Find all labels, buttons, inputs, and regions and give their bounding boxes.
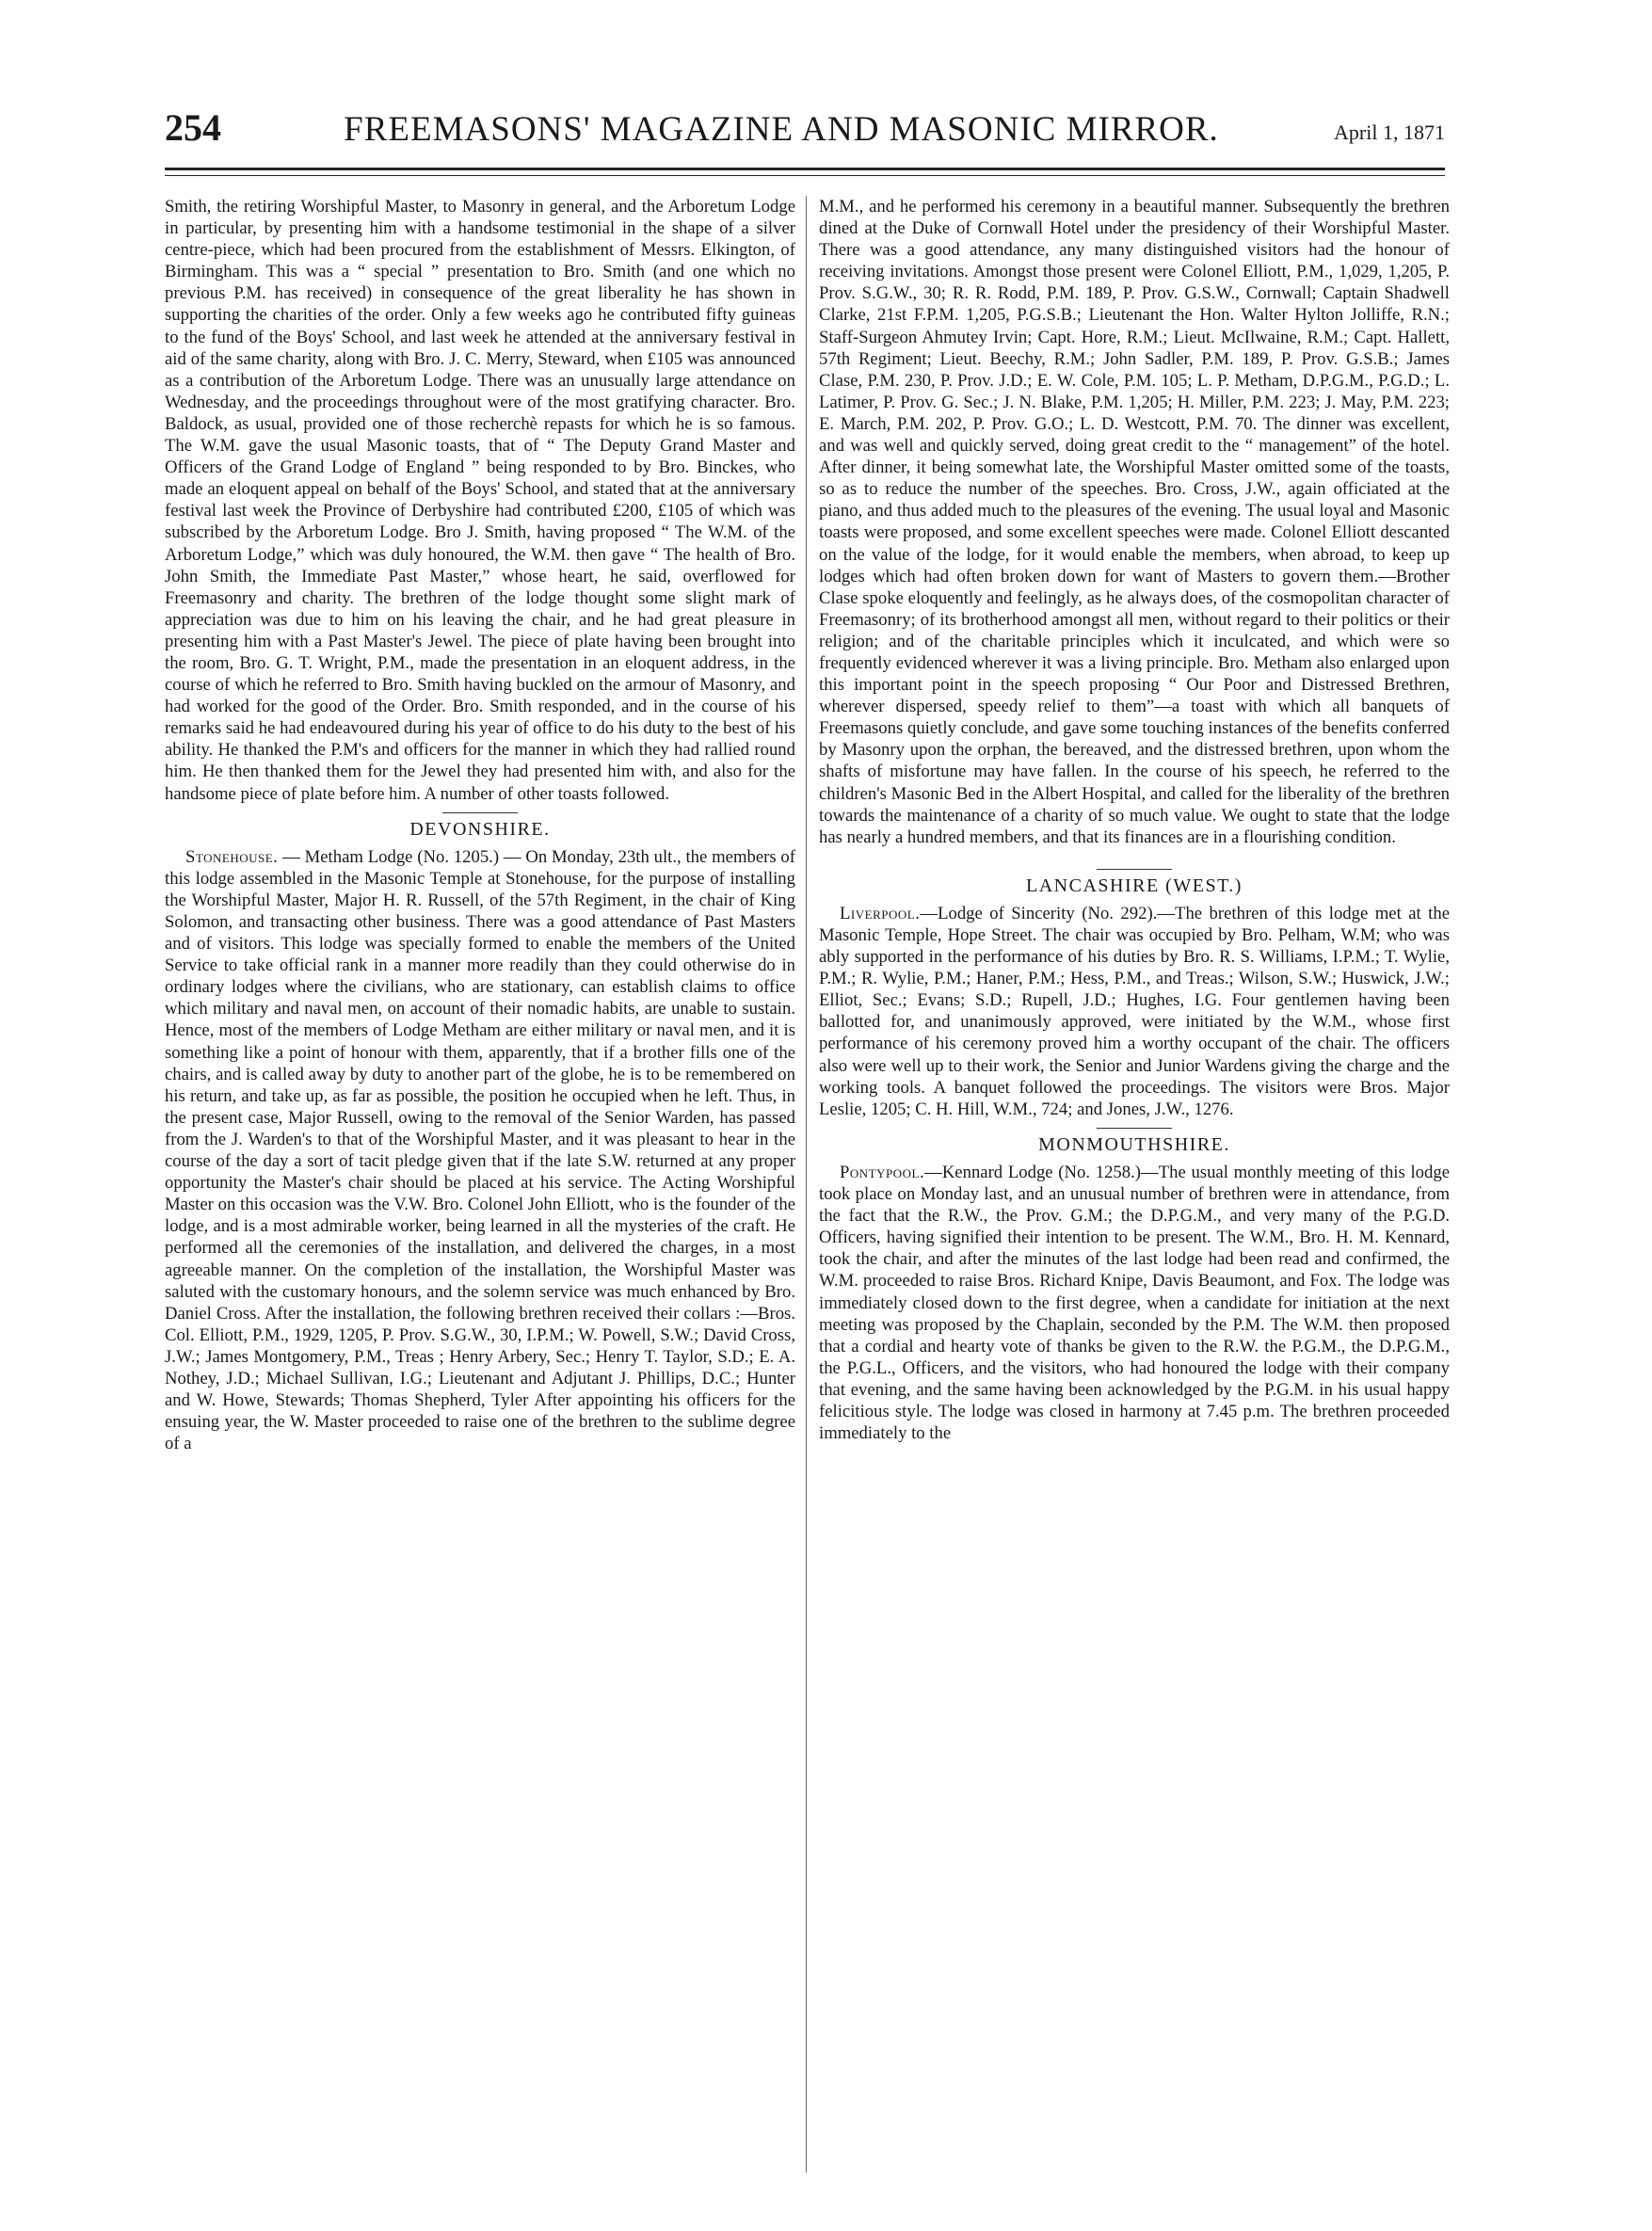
monmouthshire-text: —Kennard Lodge (No. 1258.)—The usual monthly meeting of this lodge took place on Monday last, and an unusual number of brethren were in attendance, from the fact that the R.W., the Prov. G.M.; the D.P.G.M., and very many of the P.G.D. Officers, having signified their intention to be present. The W.M., Bro. H. M. Kennard, took the chair, and after the minutes of the last lodge had been read and confirmed, the W.M. proceeded to raise Bros. Richard Knipe, Davis Beaumont, and Fox. The lodge was immediately closed down to the first degree, when a candidate for initiation at the next meeting was proposed by the Chaplain, seconded by the P.M. The W.M. then proposed that a cordial and hearty vote of thanks be given to the R.W. the P.G.M., the D.P.G.M., the P.G.L., Officers, and the visitors, who had honoured the lodge with their company that evening, and the same having been acknowledged by the P.G.M. in his usual happy felicitious style. The lodge was closed in harmony at 7.45 p.m. The brethren proceeded immediately to the <box>819 1162 1450 1444</box>
devonshire-text: — Metham Lodge (No. 1205.) — On Monday, 23th ult., the members of this lodge assembled in the Masonic Temple at Stonehouse, for the purpose of installing the Worshipful Master, Major H. R. Russell, of the 57th Regiment, in the chair of King Solomon, and transacting other business. There was a good attendance of Past Masters and of visitors. This lodge was specially formed to enable the members of the United Service to take official rank in a manner more readily than they could otherwise do in ordinary lodges where the civilians, who are stationary, can establish claims to office which military and naval men, on account of their nomadic habits, are unable to sustain. Hence, most of the members of Lodge Metham are either military or naval men, and it is something like a point of honour with them, apparently, that if a brother fills one of the chairs, and is called away by duty to another part of the globe, he is to be remembered on his return, and take up, as far as possible, the position he occupied when he left. Thus, in the present case, Major Russell, owing to the removal of the Senior Warden, has passed from the J. Warden's to that of the Worshipful Master, and it was pleasant to hear in the course of the day a sort of tacit pledge given that if the late S.W. returned at any proper opportunity the Master's chair should be placed at his service. The Acting Worshipful Master on this occasion was the V.W. Bro. Colonel John Elliott, who is the founder of the lodge, and is a most admirable worker, being learned in all the mysteries of the craft. He performed all the ceremonies of the installation, and delivered the charges, in a most agreeable manner. On the completion of the installation, the Worshipful Master was saluted with the customary honours, and the solemn service was much enhanced by Bro. Daniel Cross. After the installation, the following brethren received their collars :—Bros. Col. Elliott, P.M., 1929, 1205, P. Prov. S.G.W., 30, I.P.M.; W. Powell, S.W.; David Cross, J.W.; James Montgomery, P.M., Treas ; Henry Arbery, Sec.; Henry T. Taylor, S.D.; E. A. Nothey, J.D.; Michael Sullivan, I.G.; Lieutenant and Adjutant J. Phillips, D.C.; Hunter and W. Howe, Stewards; Thomas Shepherd, Tyler After appointing his officers for the ensuing year, the W. Master proceeded to raise one of the brethren to the sublime degree of a <box>165 846 795 1454</box>
lancashire-lead: Liverpool. <box>840 903 921 923</box>
header-rule-thin <box>165 175 1445 176</box>
monmouthshire-lead: Pontypool. <box>840 1162 925 1182</box>
heading-lancashire: LANCASHIRE (WEST.) <box>1026 875 1243 896</box>
column-divider <box>806 196 807 2173</box>
heading-devonshire: DEVONSHIRE. <box>409 818 551 840</box>
arboretum-paragraph: Smith, the retiring Worshipful Master, to Masonry in general, and the Arboretum Lodge in particular, by presenting him with a handsome testimonial in the shape of a silver centre-piece, which had been procured from the establishment of Messrs. Elkington, of Birmingham. This was a “ special ” presentation to Bro. Smith (and one which no previous P.M. has received) in consequence of the great liberality he has shown in supporting the charities of the order. Only a few weeks ago he contributed fifty guineas to the fund of the Boys' School, and last week he attended at the anniversary festival in aid of the same charity, along with Bro. J. C. Merry, Steward, when £105 was announced as a contribution of the Arboretum Lodge. There was an unusually large attendance on Wednesday, and the proceedings throughout were of the most gratifying character. Bro. Baldock, as usual, provided one of those recherchè repasts for which he is so famous. The W.M. gave the usual Masonic toasts, that of “ The Deputy Grand Master and Officers of the Grand Lodge of England ” being responded to by Bro. Binckes, who made an eloquent appeal on behalf of the Boys' School, and stated that at the anniversary festival last week the Province of Derbyshire had contributed £200, £105 of which was subscribed by the Arboretum Lodge. Bro J. Smith, having proposed “ The W.M. of the Arboretum Lodge,” which was duly honoured, the W.M. then gave “ The health of Bro. John Smith, the Immediate Past Master,” whose heart, he said, overflowed for Freemasonry and charity. The brethren of the lodge thought some slight mark of appreciation was due to him on his leaving the chair, and he had great pleasure in presenting him with a Past Master's Jewel. The piece of plate having been brought into the room, Bro. G. T. Wright, P.M., made the presentation in an eloquent address, in the course of which he referred to Bro. Smith having buckled on the armour of Masonry, and had worked for the good of the Order. Bro. Smith responded, and in the course of his remarks said he had endeavoured during his year of office to do his duty to the best of his ability. He thanked the P.M's and officers for the manner in which they had rallied round him. He then thanked them for the Jewel they had presented him with, and also for the handsome piece of plate before him. A number of other toasts followed. <box>165 197 795 804</box>
metham-continuation-paragraph: M.M., and he performed his ceremony in a beautiful manner. Subsequently the brethren dined at the Duke of Cornwall Hotel under the presidency of their Worshipful Master. There was a good attendance, any many distinguished visitors had the honour of receiving invitations. Amongst those present were Colonel Elliott, P.M., 1,029, 1,205, P. Prov. S.G.W., 30; R. R. Rodd, P.M. 189, P. Prov. G.S.W., Cornwall; Captain Shadwell Clarke, 21st F.P.M. 1,205, P.G.S.B.; Lieutenant the Hon. Walter Hylton Jolliffe, R.N.; Staff-Surgeon Ahmutey Irvin; Capt. Hore, R.M.; Lieut. McIlwaine, R.M.; Capt. Hallett, 57th Regiment; Lieut. Beechy, R.M.; John Sadler, P.M. 189, P. Prov. G.S.B.; James Clase, P.M. 230, P. Prov. J.D.; E. W. Cole, P.M. 105; L. P. Metham, D.P.G.M., P.G.D.; L. Latimer, P. Prov. G. Sec.; J. N. Blake, P.M. 1,205; H. Miller, P.M. 223; J. May, P.M. 223; E. March, P.M. 202, P. Prov. G.O.; L. D. Westcott, P.M. 70. The dinner was excellent, and was well and quickly served, doing great credit to the “ management” of the hotel. After dinner, it being somewhat late, the Worshipful Master omitted some of the toasts, so as to reduce the number of the speeches. Bro. Cross, J.W., again officiated at the piano, and thus added much to the pleasures of the evening. The usual loyal and Masonic toasts were proposed, and some excellent speeches were made. Colonel Elliott descanted on the value of the lodge, for it would enable the members, when abroad, to keep up lodges which had often broken down for want of Masters to govern them.—Brother Clase spoke eloquently and feelingly, as he always does, of the cosmopolitan character of Freemasonry; of its brotherhood amongst all men, without regard to their politics or their religion; and of the charitable principles which it inculcated, and which were so frequently evidenced wherever it was a living principle. Bro. Metham also enlarged upon this important point in the speech proposing “ Our Poor and Distressed Brethren, wherever dispersed, speedy relief to them”—a toast with which all banquets of Freemasons quietly conclude, and gave some touching instances of the benefits conferred by Masonry upon the orphan, the bereaved, and the distressed brethren, upon whom the shafts of misfortune may have fallen. In the course of his speech, he referred to the children's Masonic Bed in the Albert Hospital, and called for the liberality of the brethren towards the maintenance of a charity of so much value. We ought to state that the lodge has nearly a hundred members, and that its finances are in a flourishing condition. <box>819 197 1450 847</box>
left-column <box>165 196 795 2182</box>
section-divider <box>1097 869 1172 870</box>
devonshire-paragraph <box>165 846 795 1455</box>
page-header <box>165 94 1445 160</box>
right-column <box>819 196 1450 2182</box>
section-divider <box>1097 1128 1172 1129</box>
lancashire-paragraph <box>819 903 1450 1120</box>
monmouthshire-paragraph <box>819 1162 1450 1444</box>
section-divider <box>442 812 518 813</box>
issue-date: April 1, 1871 <box>1334 120 1445 144</box>
lancashire-text: —Lodge of Sincerity (No. 292).—The brethren of this lodge met at the Masonic Temple, Hope Street. The chair was occupied by Bro. Pelham, W.M; who was ably supported in the performance of his duties by Bro. R. S. Williams, I.P.M.; T. Wylie, P.M.; R. Wylie, P.M.; Haner, P.M.; Hess, P.M., and Treas.; Wilson, S.W.; Huswick, J.W.; Elliot, Sec.; Evans; S.D.; Rupell, J.D.; Hughes, I.G. Four gentlemen having been ballotted for, and unanimously approved, were initiated by the W.M., whose first performance of his ceremony proved him a worthy occupant of the chair. The officers also were well up to their work, the Senior and Junior Wardens giving the charge and the working tools. A banquet followed the proceedings. The visitors were Bros. Major Leslie, 1205; C. H. Hill, W.M., 724; and Jones, J.W., 1276. <box>819 903 1450 1119</box>
masthead-title: FREEMASONS' MAGAZINE AND MASONIC MIRROR. <box>344 110 1219 149</box>
devonshire-lead: Stonehouse. <box>185 846 279 867</box>
heading-monmouthshire: MONMOUTHSHIRE. <box>1038 1133 1230 1155</box>
page-number: 254 <box>165 106 221 149</box>
header-rule-thick <box>165 168 1445 170</box>
